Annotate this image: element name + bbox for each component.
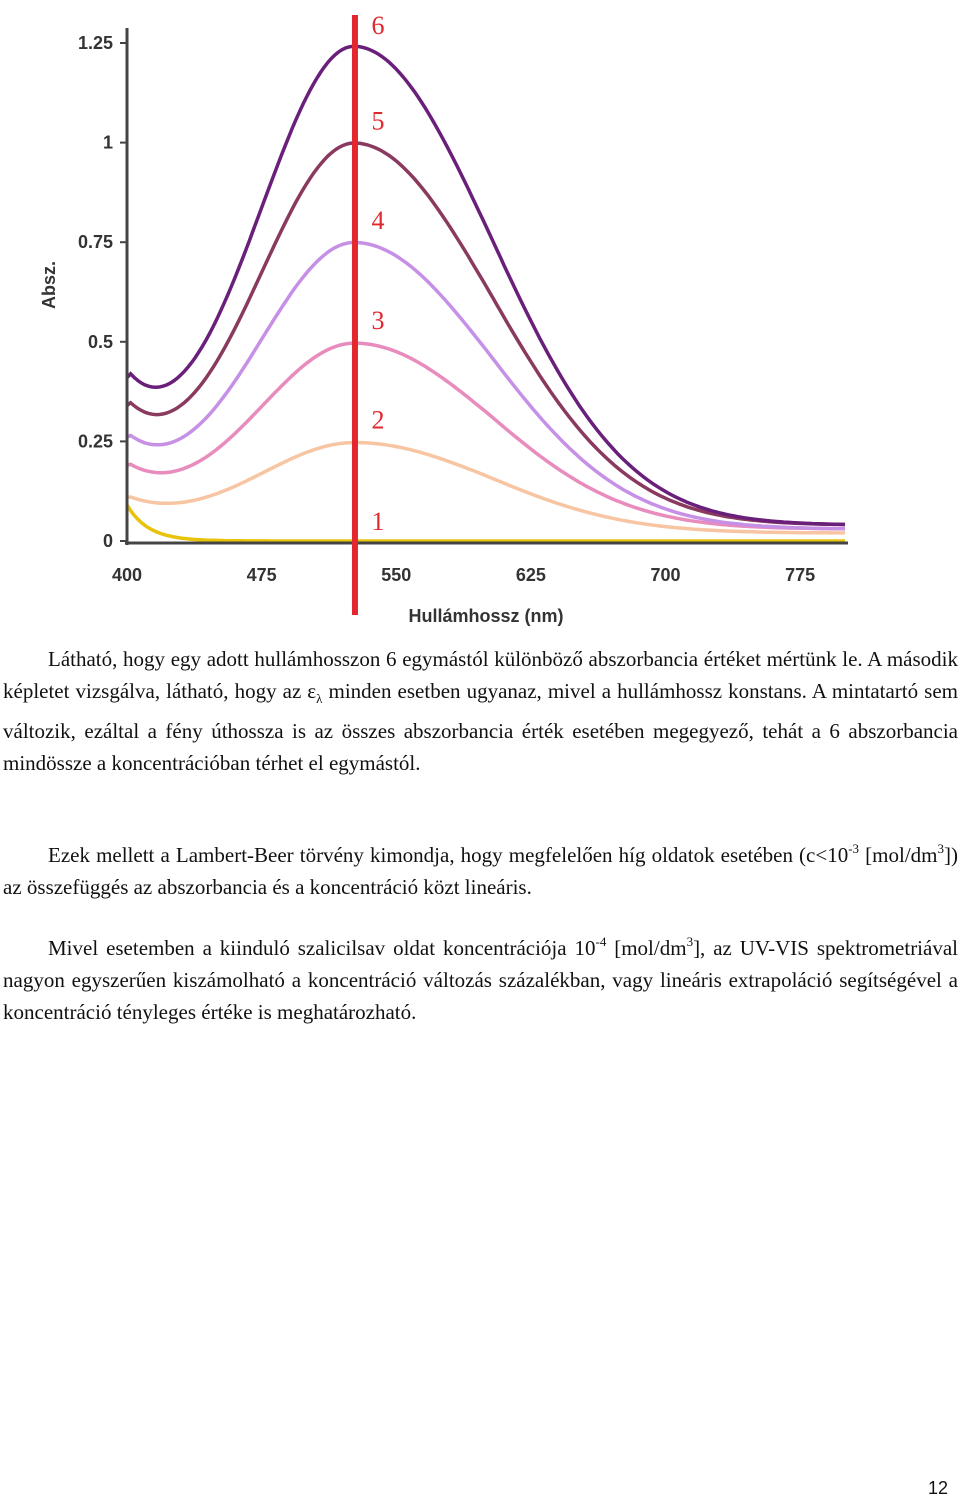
paragraph-2	[3, 839, 958, 903]
x-tick-label: 775	[785, 565, 816, 585]
series-label-6: 6	[371, 10, 385, 40]
x-tick-label: 550	[381, 565, 412, 585]
paragraph-1	[3, 643, 958, 779]
p2-sup-1: -3	[848, 841, 860, 856]
series-label-2: 2	[371, 405, 385, 435]
series-line-3	[127, 343, 845, 529]
p3-sup-1: -4	[595, 934, 607, 949]
p2-text-a: Ezek mellett a Lambert-Beer törvény kimondja, hogy megfelelően híg oldatok esetében (c<10	[48, 843, 849, 867]
paragraph-3	[3, 932, 958, 1028]
p3-sup-2: 3	[686, 934, 694, 949]
series-line-5	[127, 143, 845, 525]
x-tick-label: 700	[650, 565, 681, 585]
page-number: 12	[928, 1478, 949, 1498]
y-tick-label: 0.25	[77, 431, 113, 452]
series-label-5: 5	[371, 106, 385, 136]
y-tick-label: 0	[102, 531, 113, 551]
series-label-4: 4	[371, 206, 385, 236]
p3-text-a: Mivel esetemben a kiinduló szalicilsav oldat koncentrációja 10	[48, 936, 596, 960]
x-tick-label: 625	[515, 565, 546, 585]
y-axis-label: Absz.	[39, 260, 59, 310]
p3-text-c: ], az UV-VIS spektrometriával nagyon egyszerűen kiszámolható a koncentráció változás százalékban, vagy lineáris extrapoláció segítségével a koncentráció tényleges értéke is meghatározható.	[3, 936, 958, 1024]
p1-text-b: minden esetben ugyanaz, mivel a hullámhossz konstans. A mintatartó sem változik, ezáltal a fény úthossza is az összes abszorbancia érték esetében megegyező, tehát a 6 abszorbancia mindössze a koncentrációban térhet el egymástól.	[3, 679, 959, 776]
y-tick-label: 0.5	[87, 331, 113, 352]
p3-text-b: [mol/dm	[606, 936, 687, 960]
y-tick-label: 1	[102, 132, 113, 153]
y-ticks	[78, 33, 127, 551]
x-axis-label: Hullámhossz (nm)	[408, 606, 564, 626]
p2-sup-2: 3	[937, 841, 944, 856]
y-tick-label: 0.75	[77, 232, 113, 253]
p2-text-c: ]) az összefüggés az abszorbancia és a koncentráció közt lineáris.	[3, 843, 958, 899]
absorbance-spectrum-chart	[0, 0, 960, 626]
p2-text-b: [mol/dm	[859, 843, 938, 867]
p1-text-a: Látható, hogy egy adott hullámhosszon 6 egymástól különböző abszorbancia értéket mértünk le. A második képletet vizsgálva, látható, hogy az ε	[3, 647, 958, 703]
x-tick-label: 400	[111, 565, 143, 585]
series-label-1: 1	[371, 507, 385, 536]
y-tick-label: 1.25	[77, 33, 113, 53]
x-tick-label: 475	[246, 565, 277, 585]
series-label-3: 3	[371, 305, 385, 335]
series-number-labels	[371, 11, 384, 536]
series-curves	[127, 46, 845, 541]
x-ticks	[112, 565, 815, 585]
lambda-subscript: λ	[316, 691, 323, 707]
